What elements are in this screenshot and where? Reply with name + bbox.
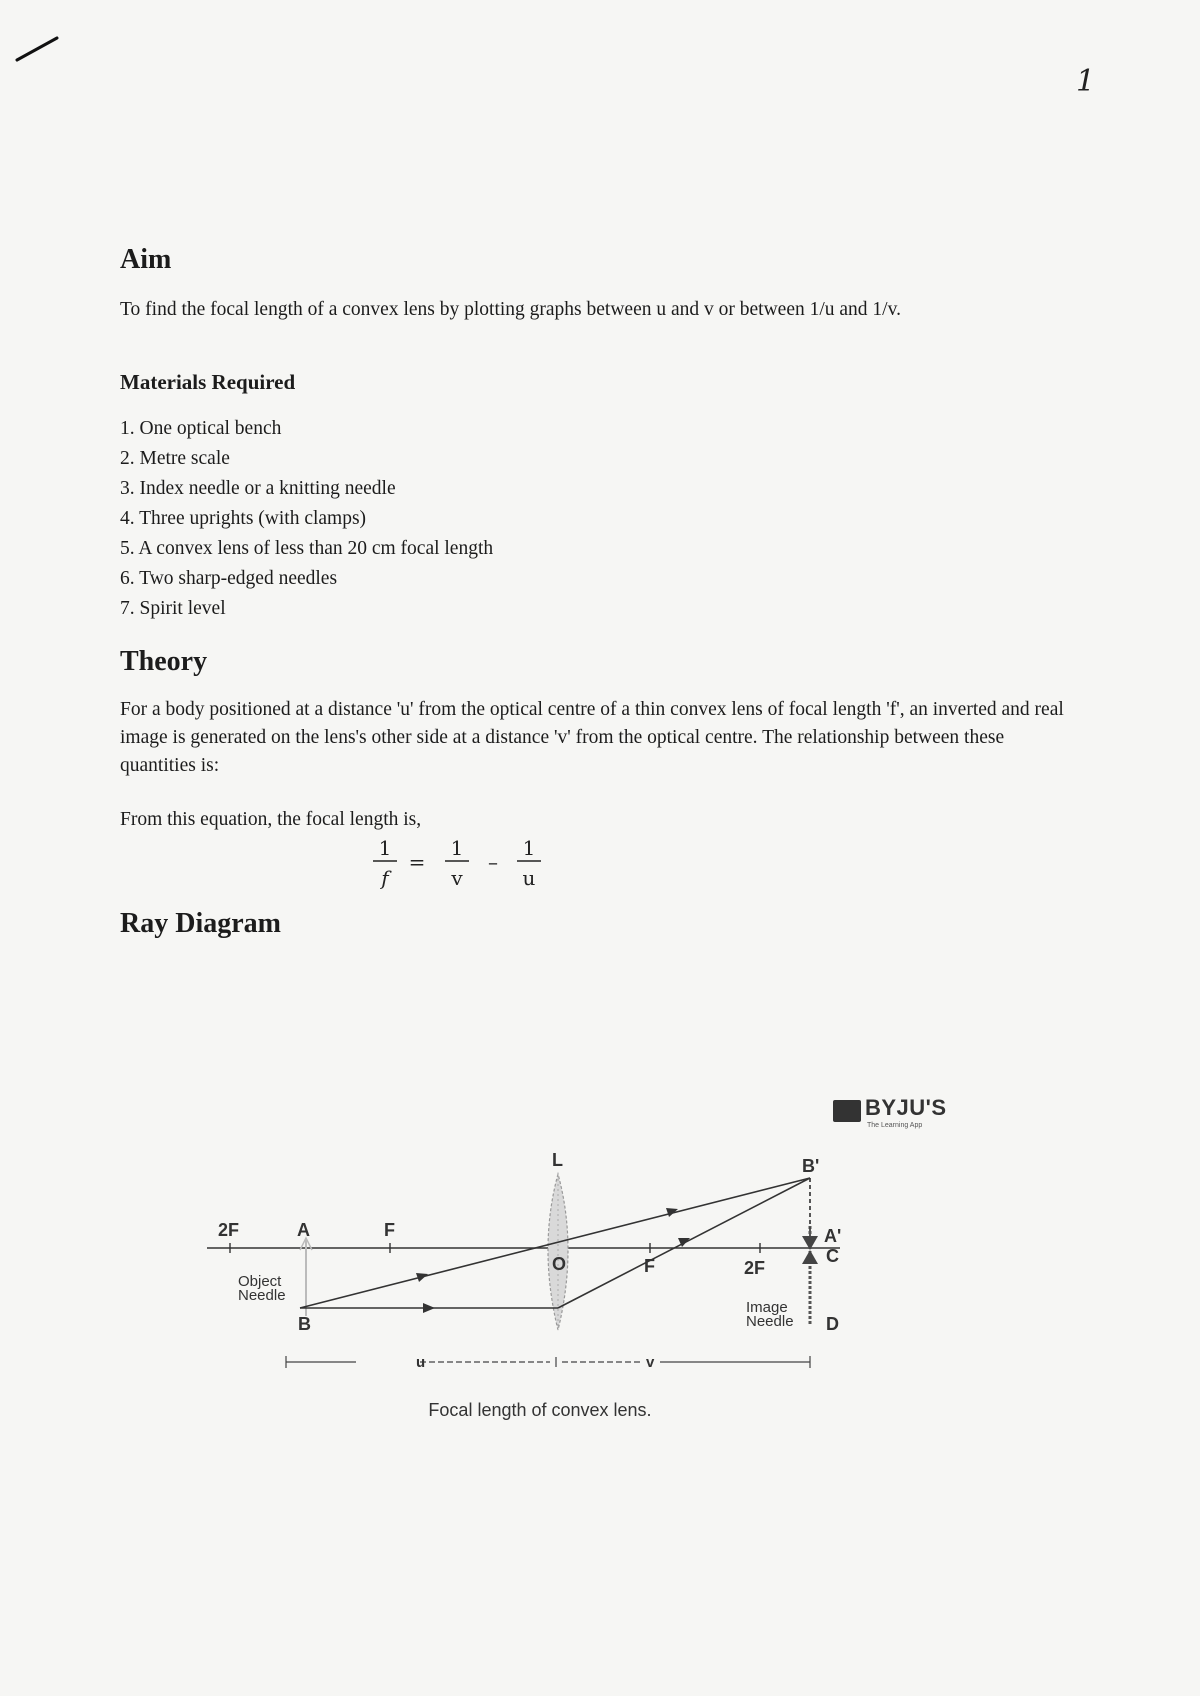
label-a-prime: A' bbox=[824, 1226, 842, 1246]
lens-formula bbox=[365, 837, 555, 897]
theory-text: For a body positioned at a distance 'u' from the optical centre of a thin convex lens of focal length 'f', an inverted and real image is generated on the lens's other side at a distance 'v' from the optical centre. The relationship between these quantities is: bbox=[120, 699, 1064, 776]
label-b-prime: B' bbox=[802, 1156, 820, 1176]
formula-minus: – bbox=[488, 850, 498, 874]
ray-diagram bbox=[180, 1090, 940, 1450]
label-o: O bbox=[552, 1254, 567, 1274]
label-c: C bbox=[826, 1246, 839, 1266]
ray-diagram-heading: Ray Diagram bbox=[120, 908, 281, 939]
aim-heading: Aim bbox=[120, 244, 172, 275]
formula-u-denominator: u bbox=[522, 866, 536, 890]
materials-list bbox=[120, 414, 493, 624]
logo-tagline: The Learning App bbox=[867, 1122, 923, 1129]
label-f-right: F bbox=[644, 1256, 655, 1276]
list-item: 1. One optical bench bbox=[120, 418, 282, 439]
label-a: A bbox=[297, 1220, 310, 1240]
formula-v-denominator: v bbox=[451, 866, 463, 890]
label-object-1: Object bbox=[238, 1273, 282, 1290]
formula-f-denominator: f bbox=[381, 866, 389, 890]
label-object-2: Needle bbox=[238, 1287, 286, 1304]
label-v: v bbox=[646, 1354, 655, 1371]
list-item: 4. Three uprights (with clamps) bbox=[120, 508, 367, 529]
figure-caption: Focal length of convex lens. bbox=[428, 1400, 652, 1420]
focal-length-text: From this equation, the focal length is, bbox=[120, 809, 422, 830]
label-image-1: Image bbox=[746, 1299, 788, 1316]
list-item: 5. A convex lens of less than 20 cm focal length bbox=[120, 538, 494, 559]
aim-text: To find the focal length of a convex lens by plotting graphs between u and v or between 1/u and 1/v. bbox=[120, 299, 901, 320]
list-item: 3. Index needle or a knitting needle bbox=[120, 478, 396, 499]
page-number: 1 bbox=[1076, 64, 1096, 99]
list-item: 6. Two sharp-edged needles bbox=[120, 568, 338, 589]
label-lens-l: L bbox=[552, 1150, 563, 1170]
label-f-left: F bbox=[384, 1220, 395, 1240]
pen-stroke-mark bbox=[15, 30, 59, 70]
formula-equals: = bbox=[408, 850, 426, 874]
label-image-2: Needle bbox=[746, 1313, 794, 1330]
label-b: B bbox=[298, 1314, 311, 1334]
label-2f-left: 2F bbox=[218, 1220, 240, 1240]
theory-heading: Theory bbox=[120, 646, 208, 677]
formula-f-numerator: 1 bbox=[378, 837, 392, 860]
formula-v-numerator: 1 bbox=[450, 837, 464, 860]
formula-u-numerator: 1 bbox=[522, 837, 536, 860]
list-item: 7. Spirit level bbox=[120, 598, 226, 619]
label-u: u bbox=[416, 1354, 426, 1371]
list-item: 2. Metre scale bbox=[120, 448, 230, 469]
convex-lens bbox=[548, 1174, 568, 1330]
label-d: D bbox=[826, 1314, 839, 1334]
label-2f-right: 2F bbox=[744, 1258, 766, 1278]
logo-name: BYJU'S bbox=[865, 1095, 947, 1120]
materials-heading: Materials Required bbox=[120, 370, 296, 394]
